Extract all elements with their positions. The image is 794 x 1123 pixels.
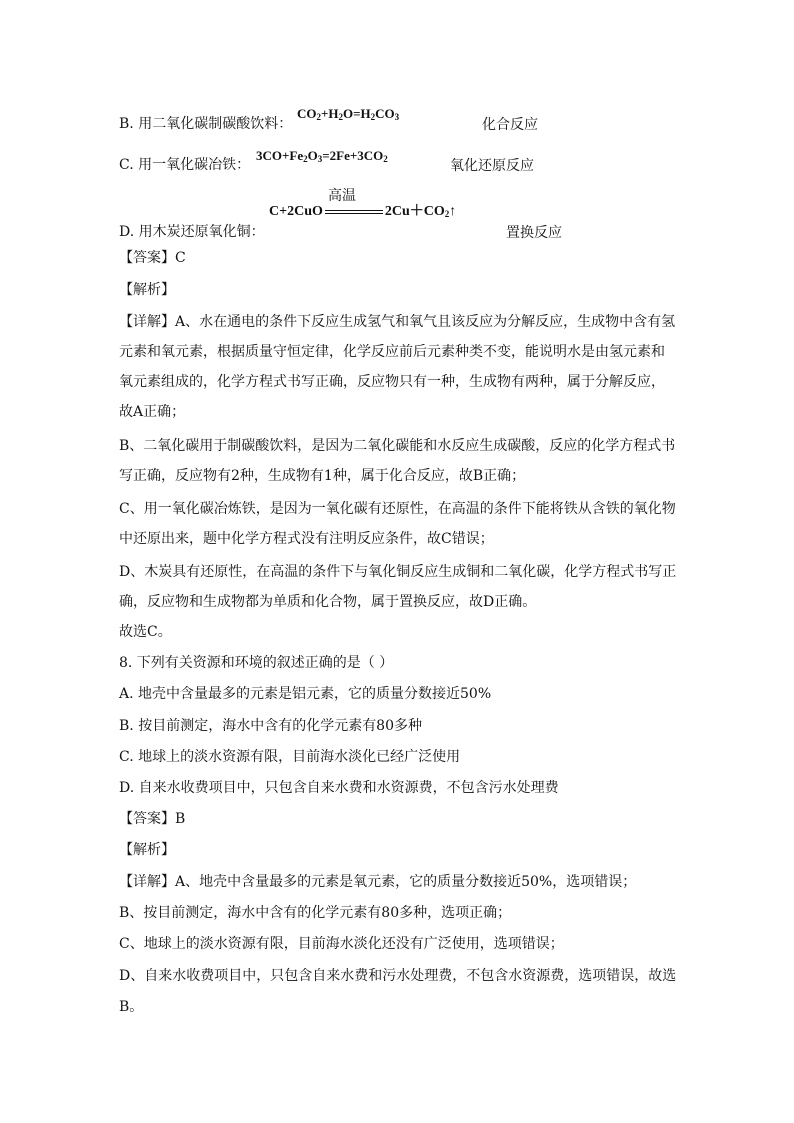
q7-detail-line: 确，反应物和生成物都为单质和化合物，属于置换反应，故D正确。 xyxy=(119,594,537,610)
q7-detail-line: 中还原出来，题中化学方程式没有注明反应条件，故C错误； xyxy=(119,531,494,547)
q8-detail-line: B、按目前测定，海水中含有的化学元素有80多种，选项正确； xyxy=(119,905,512,921)
q8-answer: 【答案】B xyxy=(119,811,186,827)
q8-detail-line: D、自来水收费项目中，只包含自来水费和污水处理费，不包含水资源费，选项错误，故选 xyxy=(119,968,677,984)
q7-answer: 【答案】C xyxy=(119,250,186,266)
option-d-reaction-type: 置换反应 xyxy=(506,225,562,241)
q7-detail-line: C、用一氧化碳冶炼铁，是因为一氧化碳有还原性，在高温的条件下能将铁从含铁的氧化物 xyxy=(119,501,676,517)
q8-detail-line: B。 xyxy=(119,999,144,1015)
q8-option: A. 地壳中含量最多的元素是铝元素，它的质量分数接近50% xyxy=(119,686,492,702)
q8-detail-line: 【详解】A、地壳中含量最多的元素是氧元素，它的质量分数接近50%，选项错误； xyxy=(119,874,637,890)
q7-detail-line: 元素和氧元素，根据质量守恒定律，化学反应前后元素种类不变，能说明水是由氢元素和 xyxy=(119,344,665,360)
option-c-label: C. 用一氧化碳冶铁： xyxy=(119,157,251,173)
option-b-label: B. 用二氧化碳制碳酸饮料： xyxy=(119,116,293,132)
q7-detail-line: 写正确，反应物有2种，生成物有1种，属于化合反应，故B正确； xyxy=(119,468,526,484)
q8-option: C. 地球上的淡水资源有限，目前海水淡化已经广泛使用 xyxy=(119,749,461,765)
option-d-label: D. 用木炭还原氧化铜： xyxy=(119,224,265,240)
q7-detail-line: 【详解】A、水在通电的条件下反应生成氢气和氧气且该反应为分解反应，生成物中含有氢 xyxy=(119,314,676,330)
option-b-reaction-type: 化合反应 xyxy=(482,117,538,133)
q7-detail-line: 氧元素组成的，化学方程式书写正确，反应物只有一种，生成物有两种，属于分解反应， xyxy=(119,374,665,390)
q7-detail-line: D、木炭具有还原性，在高温的条件下与氧化铜反应生成铜和二氧化碳，化学方程式书写正 xyxy=(119,564,677,580)
q8-detail-line: C、地球上的淡水资源有限，目前海水淡化还没有广泛使用，选项错误； xyxy=(119,936,564,952)
option-c-equation: $3CO+Fe_2O_3=2Fe+3CO_2$ xyxy=(256,148,388,164)
option-d-equation: C+2CuO $2Cu+CO_2↑$ xyxy=(269,204,457,219)
q7-detail-line: B、二氧化碳用于制碳酸饮料，是因为二氧化碳能和水反应生成碳酸，反应的化学方程式书 xyxy=(119,438,676,454)
option-c-reaction-type: 氧化还原反应 xyxy=(450,158,534,174)
option-d-condition: 高温 xyxy=(328,188,356,204)
q8-analysis-title: 【解析】 xyxy=(119,842,175,858)
q7-detail-line: 故A正确； xyxy=(119,404,186,420)
q7-analysis-title: 【解析】 xyxy=(119,282,175,298)
option-b-equation: $CO_2+H_2O=H_2CO_3$ xyxy=(297,106,400,122)
q8-stem: 8. 下列有关资源和环境的叙述正确的是（ ） xyxy=(119,655,394,671)
q8-option: B. 按目前测定，海水中含有的化学元素有80多种 xyxy=(119,718,423,734)
q8-option: D. 自来水收费项目中，只包含自来水费和水资源费，不包含污水处理费 xyxy=(119,780,559,796)
q7-conclusion: 故选C。 xyxy=(119,624,172,640)
